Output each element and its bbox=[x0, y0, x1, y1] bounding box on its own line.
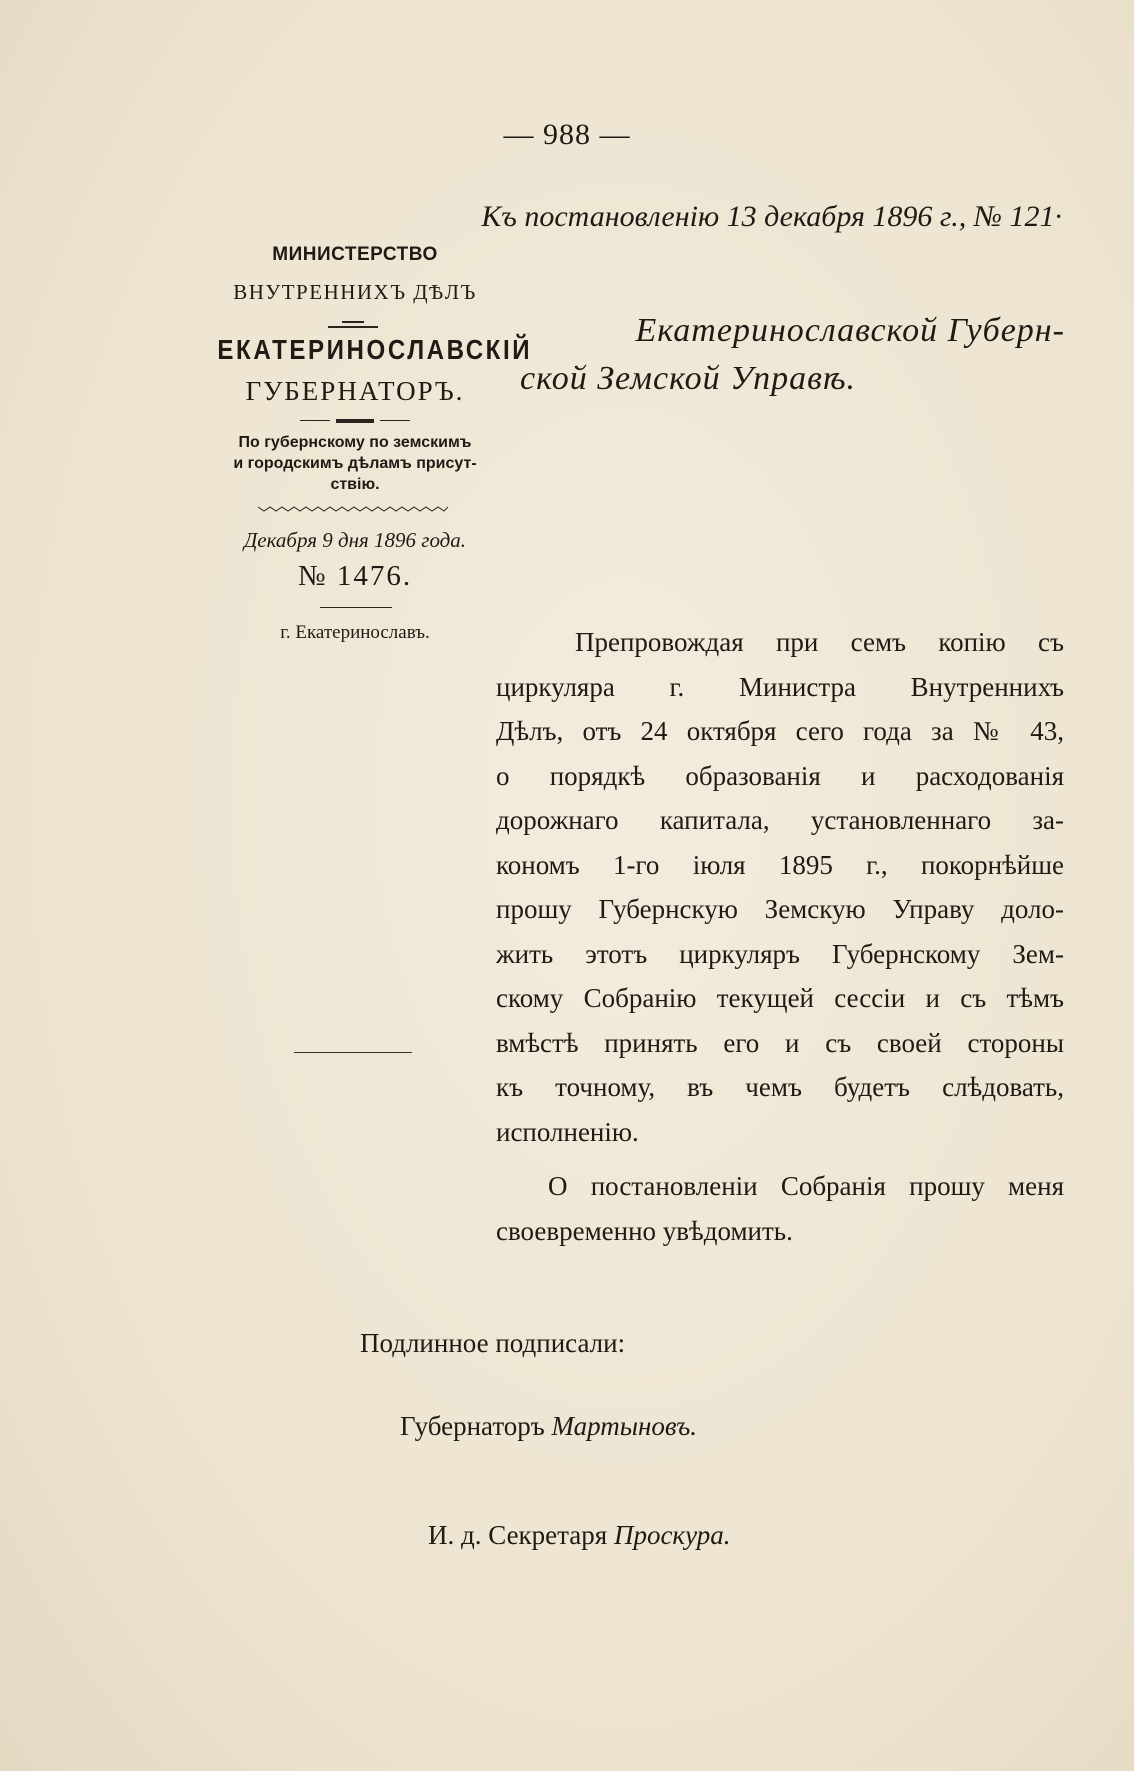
body-paragraph-1 bbox=[496, 620, 1064, 1154]
short-rule bbox=[320, 607, 392, 608]
ornament-divider bbox=[328, 321, 378, 329]
body-line: своевременно увѣдомить. bbox=[496, 1215, 793, 1246]
letter-city: г. Екатеринославъ. bbox=[280, 622, 430, 643]
appendix-note: Къ постановленію 13 декабря 1896 г., № 121· bbox=[481, 200, 1062, 233]
letter-date: Декабря 9 дня 1896 года. bbox=[243, 528, 467, 552]
signature-name: Проскура. bbox=[613, 1520, 731, 1550]
governor-line-1: ЕКАТЕРИНОСЛАВСКІЙ bbox=[217, 334, 533, 365]
letter-number: № 1476. bbox=[297, 560, 413, 592]
body-line: вмѣстѣ принять его и съ своей стороны bbox=[496, 1027, 1064, 1058]
zigzag-divider bbox=[258, 505, 448, 513]
signatures-header: Подлинное подписали: bbox=[360, 1328, 626, 1358]
body-line: жить этотъ циркуляръ Губернскому Зем- bbox=[496, 938, 1064, 969]
body-line: Дѣлъ, отъ 24 октября сего года за № 43, bbox=[496, 716, 1064, 746]
signature-name: Мартыновъ. bbox=[551, 1411, 698, 1441]
department-line: и городскимъ дѣламъ присут- bbox=[233, 455, 477, 472]
secretary-signature bbox=[428, 1520, 730, 1551]
department-name bbox=[200, 432, 510, 495]
body-line: кономъ 1-го іюля 1895 г., покорнѣйше bbox=[496, 849, 1064, 880]
body-line: Препровождая при семъ копію съ bbox=[575, 627, 1064, 657]
department-line: ствію. bbox=[330, 476, 380, 493]
body-paragraph-2 bbox=[496, 1164, 1064, 1253]
addressee-line-1: Екатеринославской Губерн- bbox=[635, 312, 1065, 349]
body-line: прошу Губернскую Земскую Управу доло- bbox=[496, 894, 1064, 924]
ornament-rule bbox=[300, 419, 410, 423]
signature-title: Губернаторъ bbox=[400, 1411, 545, 1441]
ministry-line-1: МИНИСТЕРСТВО bbox=[272, 244, 438, 265]
body-line: къ точному, въ чемъ будетъ слѣдовать, bbox=[496, 1072, 1064, 1102]
governor-signature bbox=[400, 1411, 697, 1442]
body-line: исполненію. bbox=[496, 1116, 639, 1147]
governor-line-2: ГУБЕРНАТОРЪ. bbox=[245, 376, 465, 406]
body-line: скому Собранію текущей сессіи и съ тѣмъ bbox=[496, 983, 1064, 1013]
signature-title: И. д. Секретаря bbox=[428, 1520, 608, 1550]
body-line: дорожнаго капитала, установленнаго за- bbox=[496, 805, 1064, 835]
body-line: О постановленіи Собранія прошу меня bbox=[548, 1171, 1064, 1201]
ministry-line-2: ВНУТРЕННИХЪ ДѢЛЪ bbox=[233, 280, 477, 304]
body-line: циркуляра г. Министра Внутреннихъ bbox=[496, 671, 1064, 702]
page-number: — 988 — bbox=[503, 118, 631, 151]
addressee-line-2: ской Земской Управѣ. bbox=[520, 360, 857, 397]
body-line: о порядкѣ образованія и расходованія bbox=[496, 760, 1064, 791]
department-line: По губернскому по земскимъ bbox=[238, 434, 472, 451]
margin-rule bbox=[294, 1052, 412, 1053]
